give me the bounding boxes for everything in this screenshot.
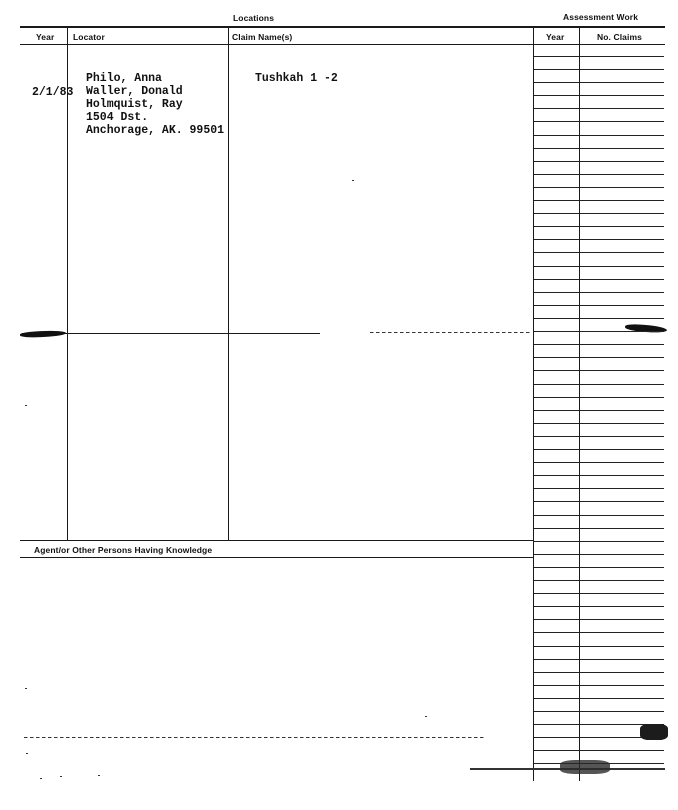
ruled-line — [534, 252, 664, 253]
ruled-line — [534, 501, 664, 502]
locations-heading: Locations — [233, 13, 275, 23]
ruled-line — [534, 619, 664, 620]
locator-line-5: Anchorage, AK. 99501 — [86, 124, 225, 137]
agent-bottom-rule — [20, 557, 534, 558]
ink-smudge-1 — [640, 724, 668, 740]
ruled-line — [534, 698, 664, 699]
entry-year: 2/1/83 — [32, 86, 74, 99]
speck — [25, 688, 27, 689]
ruled-line — [534, 488, 664, 489]
ruled-line — [534, 449, 664, 450]
year-column-header: Year — [36, 32, 55, 42]
assessment-year-claims-divider — [579, 26, 580, 781]
ruled-line — [534, 711, 664, 712]
ruled-line — [534, 279, 664, 280]
ruled-line — [534, 266, 664, 267]
ruled-line — [534, 410, 664, 411]
claim-names-column-header: Claim Name(s) — [232, 32, 293, 42]
ruled-line — [534, 200, 664, 201]
speck — [26, 753, 28, 754]
ruled-line — [534, 69, 664, 70]
mid-separator-right — [370, 332, 530, 333]
ruled-line — [534, 305, 664, 306]
ruled-line — [534, 108, 664, 109]
header-top-rule — [20, 26, 665, 28]
ruled-line — [534, 580, 664, 581]
ruled-line — [534, 606, 664, 607]
ruled-line — [534, 672, 664, 673]
ruled-line — [534, 659, 664, 660]
ruled-line — [534, 685, 664, 686]
locator-line-2: Waller, Donald — [86, 85, 183, 98]
ruled-line — [534, 56, 664, 57]
ruled-line — [534, 213, 664, 214]
mid-separator-left — [22, 333, 320, 334]
claim-assessment-divider — [533, 26, 534, 781]
number-of-claims-column-header: No. Claims — [597, 32, 642, 42]
ruled-line — [534, 82, 664, 83]
ink-mark-left — [20, 330, 66, 338]
ruled-line — [534, 632, 664, 633]
ruled-line — [534, 95, 664, 96]
ruled-line — [534, 554, 664, 555]
ruled-line — [534, 121, 664, 122]
ruled-line — [534, 646, 664, 647]
ruled-line — [534, 515, 664, 516]
ruled-line — [534, 370, 664, 371]
assessment-year-column-header: Year — [546, 32, 565, 42]
ruled-line — [534, 436, 664, 437]
ruled-line — [534, 187, 664, 188]
ruled-line — [534, 567, 664, 568]
speck — [98, 775, 100, 776]
ruled-line — [534, 750, 664, 751]
ruled-line — [534, 384, 664, 385]
speck — [40, 778, 42, 779]
speck — [425, 716, 427, 717]
ruled-line — [534, 135, 664, 136]
ruled-line — [534, 357, 664, 358]
speck — [352, 180, 354, 181]
ruled-line — [534, 292, 664, 293]
ruled-line — [534, 541, 664, 542]
locator-claim-divider — [228, 26, 229, 540]
ruled-line — [534, 344, 664, 345]
ruled-line — [534, 593, 664, 594]
assessment-work-heading: Assessment Work — [563, 12, 639, 22]
ruled-line — [534, 226, 664, 227]
header-bottom-rule — [20, 44, 665, 45]
locator-line-4: 1504 Dst. — [86, 111, 149, 124]
speck — [25, 405, 27, 406]
ruled-line — [534, 475, 664, 476]
agent-top-rule — [20, 540, 534, 541]
ruled-line — [534, 161, 664, 162]
ruled-line — [534, 174, 664, 175]
ruled-line — [534, 318, 664, 319]
year-locator-divider — [67, 26, 68, 540]
ruled-line — [534, 423, 664, 424]
ink-smudge-2 — [560, 760, 610, 774]
ruled-line — [534, 462, 664, 463]
bottom-dashed-line — [24, 737, 484, 738]
locator-line-3: Holmquist, Ray — [86, 98, 183, 111]
ruled-line — [534, 148, 664, 149]
speck — [60, 776, 62, 777]
locator-column-header: Locator — [73, 32, 105, 42]
ruled-line — [534, 239, 664, 240]
ruled-line — [534, 528, 664, 529]
agent-heading: Agent/or Other Persons Having Knowledge — [34, 545, 213, 555]
claim-name-entry: Tushkah 1 -2 — [255, 72, 338, 85]
locator-line-1: Philo, Anna — [86, 72, 162, 85]
ruled-line — [534, 397, 664, 398]
ruled-line — [534, 331, 664, 332]
